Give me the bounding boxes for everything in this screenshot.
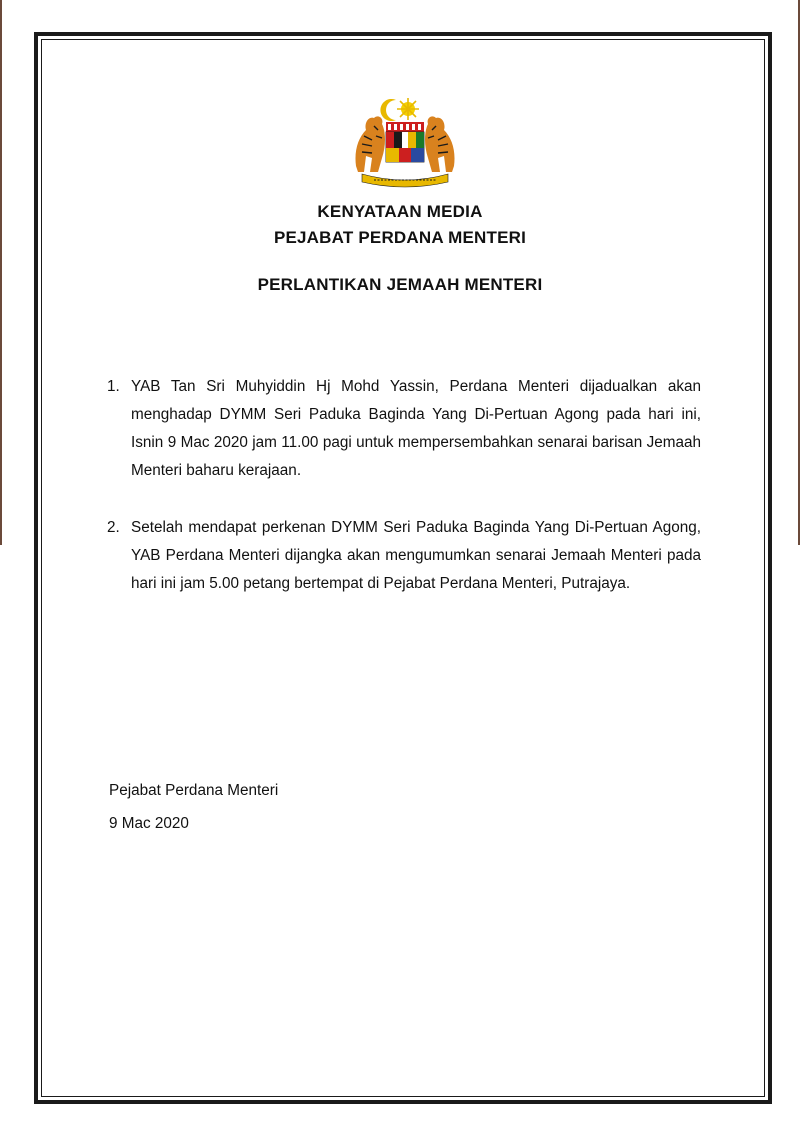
signature-date: 9 Mac 2020 [109,815,189,832]
signature-issuer: Pejabat Perdana Menteri [109,782,279,799]
paragraph-text: YAB Tan Sri Muhyiddin Hj Mohd Yassin, Perdana Menteri dijadualkan akan menghadap DYMM Seri Paduka Baginda Yang Di-Pertuan Agong pada hari ini, Isnin 9 Mac 2020 jam 11.00 pagi untuk mempersembahkan senarai barisan Jemaah Menteri baharu kerajaan. [131,378,701,479]
paragraph-text: Setelah mendapat perkenan DYMM Seri Paduka Baginda Yang Di-Pertuan Agong, YAB Perdana Menteri dijangka akan mengumumkan senarai Jemaah Menteri pada hari ini jam 5.00 petang bertempat di Pejabat Perdana Menteri, Putrajaya. [131,519,701,592]
issuing-office-title: PEJABAT PERDANA MENTERI [273,228,527,247]
subject-title: PERLANTIKAN JEMAAH MENTERI [257,275,543,294]
malaysia-coat-of-arms-icon [348,96,462,188]
document-type-title: KENYATAAN MEDIA [317,202,483,221]
page-edge-left [0,0,2,545]
paragraph-number: 2. [107,519,120,536]
paragraph-2 [107,514,701,598]
paragraph-1 [107,373,701,485]
paragraph-number: 1. [107,378,120,395]
